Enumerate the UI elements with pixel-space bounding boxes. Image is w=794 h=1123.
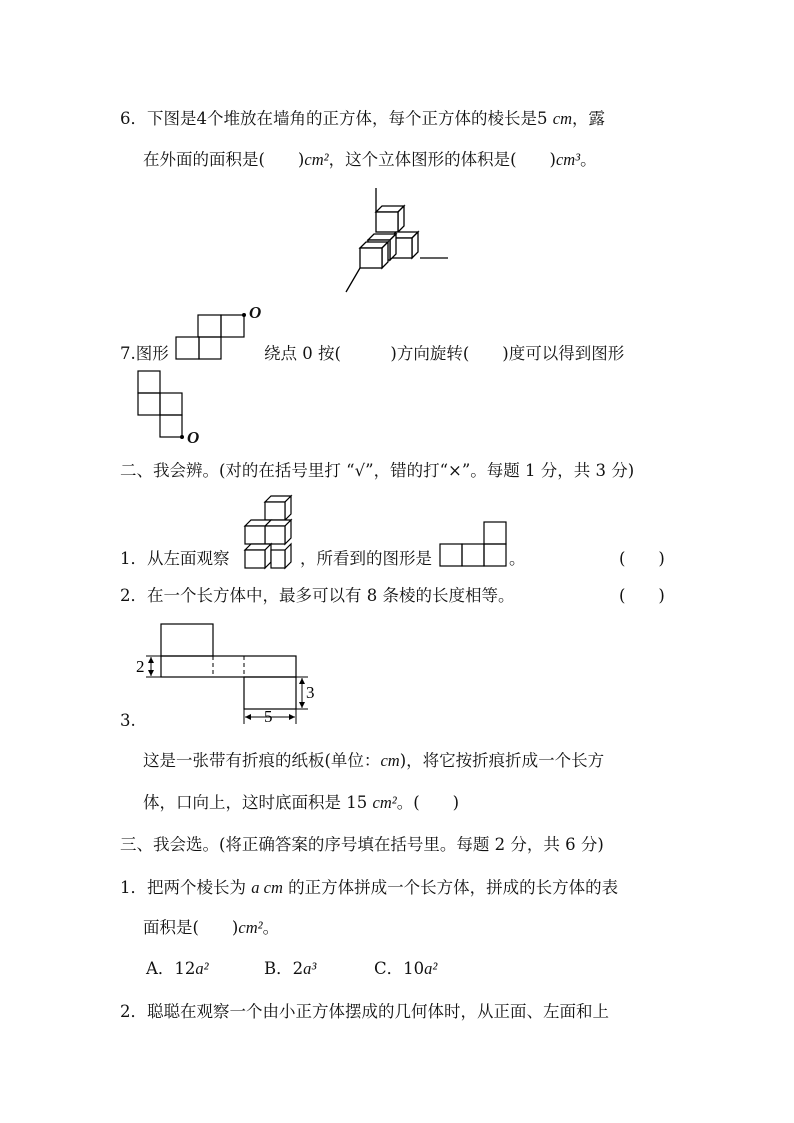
q6-text-2: ，露 (572, 109, 605, 128)
s3-q1-text-a: 1．把两个棱长为 (120, 878, 252, 897)
q6-line2-b: ，这个立体图形的体积是( ) (328, 150, 556, 169)
q6-line2-a: 在外面的面积是( ) (143, 150, 305, 169)
section3-heading: 三、我会选。(将正确答案的序号填在括号里。每题 2 分，共 6 分) (120, 835, 604, 854)
s3-q1-line2-unit: cm² (238, 918, 263, 937)
s2-q1-middle: ，所看到的图形是 (300, 549, 432, 568)
cube-stack-figure (340, 188, 460, 298)
s2-q1-suffix: 。 (509, 549, 526, 568)
s3-q1-text-b: 的正方体拼成一个长方体，拼成的长方体的表 (282, 878, 619, 897)
section2-heading: 二、我会辨。(对的在括号里打 “√”，错的打“×”。每题 1 分，共 3 分) (120, 461, 635, 480)
s2-q3-line1 (143, 750, 604, 772)
s3-q1-option-b-letter: B．2 (264, 959, 304, 978)
q7-prefix: 7.图形 (120, 344, 169, 363)
s2-q1-answer-figure (440, 520, 510, 570)
s2-q3-line2-b: 。( ) (396, 793, 460, 812)
s3-q1-var: a cm (251, 878, 283, 897)
s3-q1-option-c-expr: a² (424, 959, 438, 978)
q6-unit-cm3: cm³ (555, 150, 581, 169)
q6-line1 (120, 108, 605, 130)
s2-q2-blank: ( ) (619, 586, 665, 605)
s3-q1-option-b-expr: a³ (303, 959, 317, 978)
s2-q3-line2 (143, 792, 459, 814)
s3-q1-option-a (146, 958, 209, 980)
s2-q3-text-b: )，将它按折痕折成一个长方 (399, 751, 605, 770)
q6-text-1: 6．下图是4个堆放在墙角的正方体，每个正方体的棱长是5 (120, 109, 553, 128)
s2-q3-line2-a: 体，口向上，这时底面积是 15 (143, 793, 373, 812)
s3-q1-line1 (120, 877, 618, 899)
q6-unit-cm2: cm² (304, 150, 329, 169)
q7-label-o-1: O (249, 303, 262, 322)
q6-line2 (143, 149, 597, 171)
dim-label-5: 5 (264, 707, 273, 726)
s2-q3-unit2: cm² (372, 793, 397, 812)
s3-q1-option-c (374, 958, 437, 980)
s2-q3-text-a: 这是一张带有折痕的纸板(单位： (143, 751, 381, 770)
q6-unit-cm: cm (552, 109, 572, 128)
s3-q1-option-a-expr: a² (195, 959, 209, 978)
q7-text: 绕点 0 按( )方向旋转( )度可以得到图形 (264, 344, 625, 363)
s2-q1-cube-figure (239, 494, 299, 569)
s3-q1-option-b (264, 958, 316, 980)
q7-shape-rotated (138, 371, 188, 441)
q6-line2-c: 。 (580, 150, 597, 169)
q7-label-o-2: O (187, 428, 200, 447)
s2-q3-unit: cm (380, 751, 400, 770)
s2-q1-blank: ( ) (619, 549, 665, 568)
s2-q1-prefix: 1．从左面观察 (120, 549, 230, 568)
s2-q2-text: 2．在一个长方体中，最多可以有 8 条棱的长度相等。 (120, 586, 515, 605)
s3-q1-line2 (143, 917, 279, 939)
s3-q1-line2-a: 面积是( ) (143, 918, 239, 937)
s3-q2-text: 2．聪聪在观察一个由小正方体摆成的几何体时，从正面、左面和上 (120, 1002, 609, 1021)
s3-q1-option-c-letter: C．10 (374, 959, 425, 978)
dim-label-3: 3 (306, 683, 315, 702)
s3-q1-line2-b: 。 (262, 918, 280, 937)
s2-q3-net-figure (136, 620, 316, 730)
s2-q3-number: 3. (120, 711, 136, 730)
q7-line (120, 343, 169, 365)
s2-q1-line (120, 548, 230, 570)
s3-q1-option-a-letter: A．12 (146, 959, 196, 978)
dim-label-2: 2 (136, 657, 145, 676)
